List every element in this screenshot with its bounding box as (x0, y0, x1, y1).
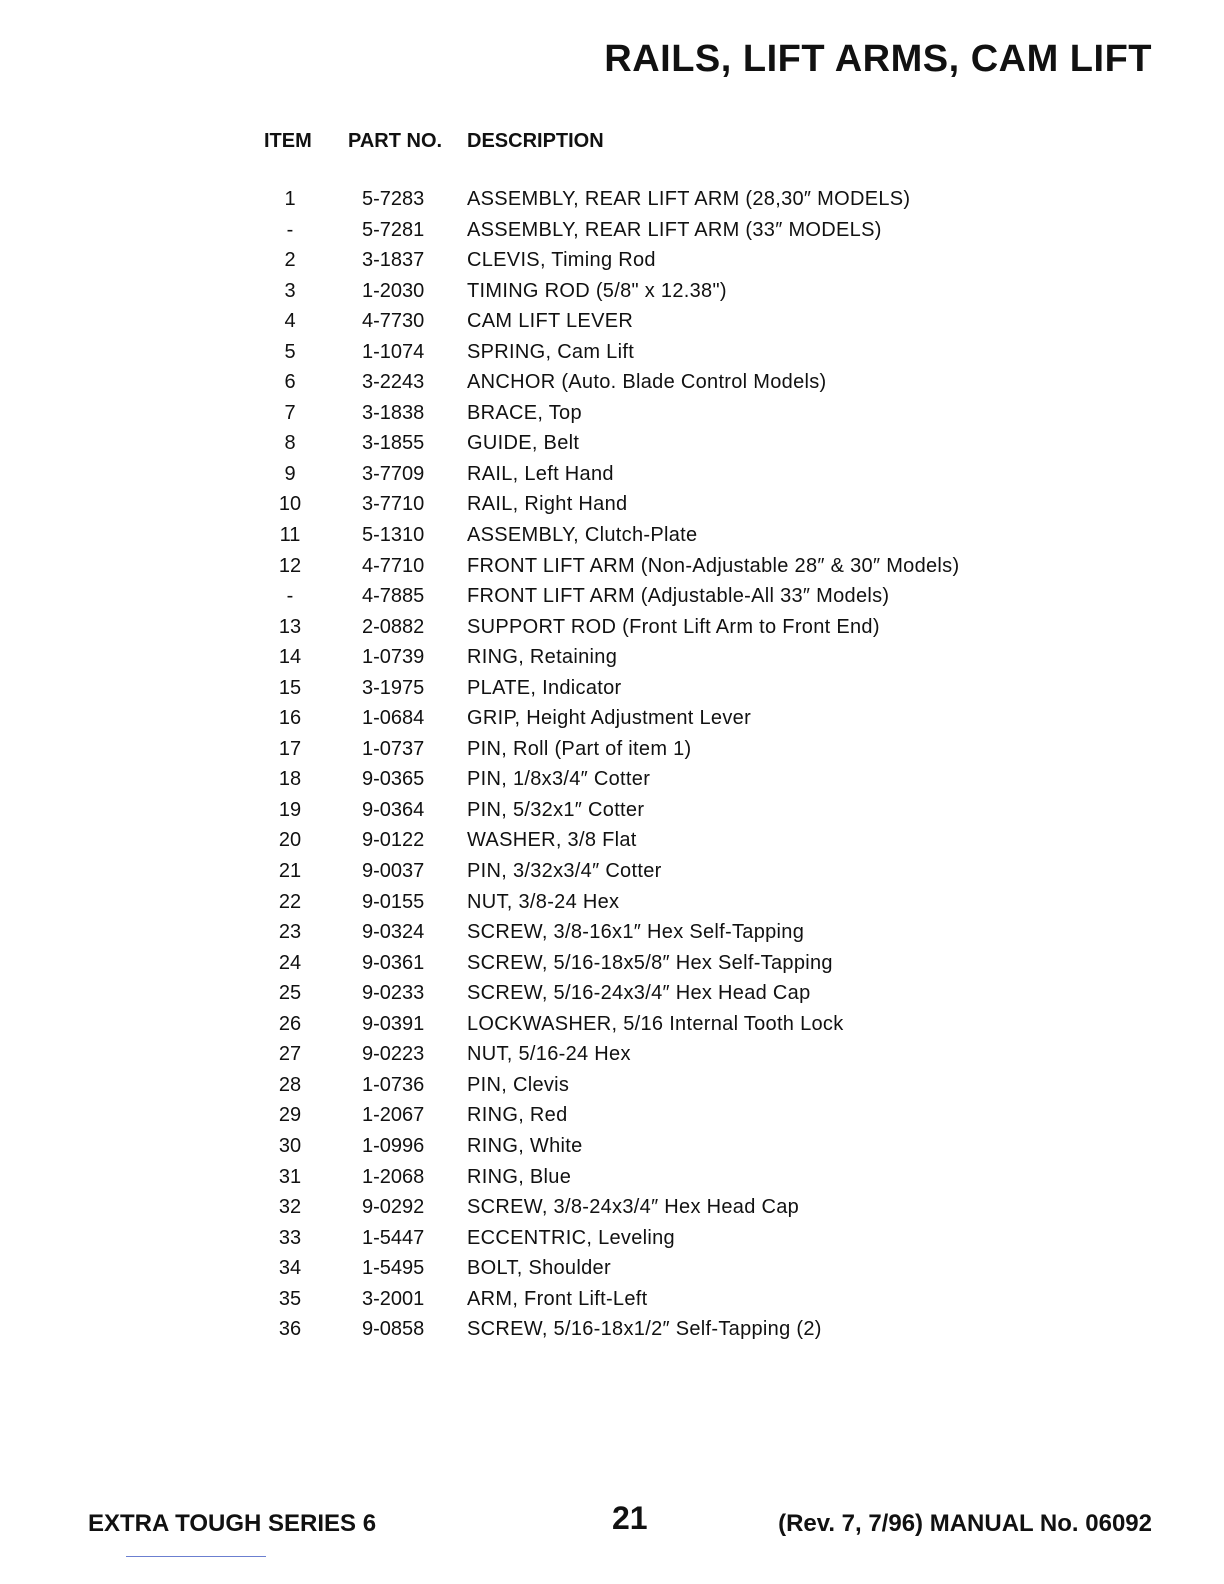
item-number: 7 (284, 401, 296, 424)
footer-series: EXTRA TOUGH SERIES 6 (88, 1510, 377, 1537)
item-number: 28 (278, 1073, 302, 1096)
part-description: TIMING ROD (5/8" x 12.38") (467, 279, 727, 302)
part-description: ECCENTRIC, Leveling (467, 1226, 675, 1249)
footer-rule (126, 1556, 266, 1557)
part-description: WASHER, 3/8 Flat (467, 829, 637, 852)
part-number: 9-0155 (362, 890, 425, 913)
table-row (0, 491, 1224, 522)
part-description: PIN, Clevis (467, 1073, 570, 1096)
item-number: 31 (278, 1165, 302, 1188)
table-row (0, 1133, 1224, 1164)
table-row (0, 1194, 1224, 1225)
part-number: 3-1855 (362, 432, 425, 455)
table-row (0, 766, 1224, 797)
table-row (0, 797, 1224, 828)
item-number: 36 (278, 1318, 302, 1341)
item-number: 24 (278, 951, 302, 974)
part-description: ANCHOR (Auto. Blade Control Models) (467, 371, 827, 394)
part-number: 3-2001 (362, 1287, 425, 1310)
part-description: PIN, 5/32x1″ Cotter (467, 798, 645, 821)
part-number: 1-2030 (362, 279, 425, 302)
item-number: 2 (284, 249, 296, 272)
part-number: 9-0365 (362, 768, 425, 791)
part-number: 1-0737 (362, 737, 425, 760)
table-row (0, 369, 1224, 400)
part-description: CAM LIFT LEVER (467, 310, 634, 333)
table-row (0, 278, 1224, 309)
item-number: 18 (278, 768, 302, 791)
part-number: 5-1310 (362, 524, 425, 547)
part-number: 4-7885 (362, 585, 425, 608)
part-number: 9-0324 (362, 921, 425, 944)
item-number: 25 (278, 982, 302, 1005)
item-number: 13 (278, 615, 302, 638)
header-part-no: PART NO. (348, 130, 443, 152)
part-description: ASSEMBLY, Clutch-Plate (467, 524, 698, 547)
table-row (0, 1164, 1224, 1195)
part-description: PIN, 3/32x3/4″ Cotter (467, 860, 662, 883)
part-number: 3-7709 (362, 462, 425, 485)
table-row (0, 247, 1224, 278)
part-description: CLEVIS, Timing Rod (467, 249, 656, 272)
header-description: DESCRIPTION (467, 130, 604, 152)
table-row (0, 1072, 1224, 1103)
part-number: 1-0736 (362, 1073, 425, 1096)
part-description: SCREW, 5/16-18x1/2″ Self-Tapping (2) (467, 1318, 822, 1341)
item-number: 27 (278, 1043, 302, 1066)
part-description: RING, White (467, 1134, 583, 1157)
part-description: RING, Red (467, 1104, 568, 1127)
item-number: 11 (279, 524, 301, 547)
table-row (0, 736, 1224, 767)
table-row (0, 217, 1224, 248)
item-number: 21 (278, 860, 302, 883)
part-description: RAIL, Right Hand (467, 493, 628, 516)
part-number: 3-2243 (362, 371, 425, 394)
item-number: 22 (278, 890, 302, 913)
part-description: NUT, 3/8-24 Hex (467, 890, 620, 913)
part-description: NUT, 5/16-24 Hex (467, 1043, 631, 1066)
parts-list (0, 186, 1224, 1347)
table-row (0, 827, 1224, 858)
part-number: 9-0361 (362, 951, 425, 974)
table-row (0, 644, 1224, 675)
part-description: SPRING, Cam Lift (467, 340, 635, 363)
part-description: PLATE, Indicator (467, 676, 622, 699)
item-number: 12 (278, 554, 302, 577)
table-row (0, 889, 1224, 920)
part-number: 1-0684 (362, 707, 425, 730)
part-number: 9-0858 (362, 1318, 425, 1341)
part-description: BRACE, Top (467, 401, 582, 424)
item-number: 23 (278, 921, 302, 944)
part-description: SUPPORT ROD (Front Lift Arm to Front End) (467, 615, 880, 638)
table-row (0, 1041, 1224, 1072)
part-number: 9-0122 (362, 829, 425, 852)
part-number: 9-0364 (362, 798, 425, 821)
item-number: 8 (284, 432, 296, 455)
table-row (0, 461, 1224, 492)
table-row (0, 339, 1224, 370)
item-number: 20 (278, 829, 302, 852)
part-description: BOLT, Shoulder (467, 1257, 611, 1280)
table-row (0, 705, 1224, 736)
table-row (0, 400, 1224, 431)
table-row (0, 522, 1224, 553)
part-number: 1-1074 (362, 340, 425, 363)
part-number: 9-0292 (362, 1196, 425, 1219)
part-number: 9-0037 (362, 860, 425, 883)
part-description: GUIDE, Belt (467, 432, 580, 455)
part-description: SCREW, 5/16-24x3/4″ Hex Head Cap (467, 982, 811, 1005)
part-description: ARM, Front Lift-Left (467, 1287, 648, 1310)
table-row (0, 1225, 1224, 1256)
item-number: 14 (278, 646, 302, 669)
part-description: SCREW, 3/8-16x1″ Hex Self-Tapping (467, 921, 805, 944)
item-number: 35 (278, 1287, 302, 1310)
part-description: LOCKWASHER, 5/16 Internal Tooth Lock (467, 1012, 844, 1035)
item-number: 29 (278, 1104, 302, 1127)
table-row (0, 919, 1224, 950)
part-number: 3-1838 (362, 401, 425, 424)
part-description: SCREW, 5/16-18x5/8″ Hex Self-Tapping (467, 951, 833, 974)
table-row (0, 186, 1224, 217)
item-number: 1 (284, 188, 296, 210)
part-number: 1-5447 (362, 1226, 425, 1249)
item-number: 9 (284, 462, 296, 485)
part-number: 1-0739 (362, 646, 425, 669)
part-description: RAIL, Left Hand (467, 462, 614, 485)
table-row (0, 675, 1224, 706)
part-number: 9-0391 (362, 1012, 425, 1035)
part-description: PIN, 1/8x3/4″ Cotter (467, 768, 651, 791)
item-number: 6 (284, 371, 296, 394)
part-number: 2-0882 (362, 615, 425, 638)
part-description: ASSEMBLY, REAR LIFT ARM (33″ MODELS) (467, 218, 882, 241)
header-item: ITEM (264, 130, 312, 152)
item-number: 3 (284, 279, 296, 302)
part-number: 5-7281 (362, 218, 425, 241)
part-number: 5-7283 (362, 188, 425, 210)
part-description: FRONT LIFT ARM (Adjustable-All 33″ Models) (467, 585, 890, 608)
table-row (0, 430, 1224, 461)
part-description: FRONT LIFT ARM (Non-Adjustable 28″ & 30″ Models) (467, 554, 960, 577)
page-number: 21 (612, 1500, 648, 1536)
part-description: SCREW, 3/8-24x3/4″ Hex Head Cap (467, 1196, 800, 1219)
item-number: 15 (278, 676, 302, 699)
part-number: 3-1975 (362, 676, 425, 699)
item-number: 33 (278, 1226, 302, 1249)
part-description: RING, Retaining (467, 646, 618, 669)
item-number: 5 (284, 340, 296, 363)
table-row (0, 308, 1224, 339)
part-number: 1-2068 (362, 1165, 425, 1188)
table-row (0, 553, 1224, 584)
part-number: 4-7730 (362, 310, 425, 333)
table-row (0, 858, 1224, 889)
table-row (0, 1316, 1224, 1347)
item-number: 26 (278, 1012, 302, 1035)
item-number: - (286, 218, 294, 241)
part-number: 3-1837 (362, 249, 425, 272)
table-row (0, 583, 1224, 614)
item-number: 19 (278, 798, 302, 821)
item-number: 4 (284, 310, 296, 333)
table-row (0, 614, 1224, 645)
item-number: 10 (278, 493, 302, 516)
item-number: 17 (278, 737, 302, 760)
part-number: 9-0223 (362, 1043, 425, 1066)
page-title: RAILS, LIFT ARMS, CAM LIFT (604, 38, 1152, 80)
part-number: 1-2067 (362, 1104, 425, 1127)
item-number: 34 (278, 1257, 302, 1280)
part-description: PIN, Roll (Part of item 1) (467, 737, 692, 760)
footer-manual: (Rev. 7, 7/96) MANUAL No. 06092 (778, 1510, 1152, 1537)
part-description: RING, Blue (467, 1165, 572, 1188)
table-row (0, 1286, 1224, 1317)
part-number: 4-7710 (362, 554, 425, 577)
part-number: 3-7710 (362, 493, 425, 516)
part-description: GRIP, Height Adjustment Lever (467, 707, 752, 730)
item-number: - (286, 585, 294, 608)
table-row (0, 980, 1224, 1011)
table-row (0, 1255, 1224, 1286)
table-row (0, 1102, 1224, 1133)
table-row (0, 950, 1224, 981)
table-row (0, 1011, 1224, 1042)
item-number: 32 (278, 1196, 302, 1219)
part-number: 1-5495 (362, 1257, 425, 1280)
item-number: 30 (278, 1134, 302, 1157)
part-number: 1-0996 (362, 1134, 425, 1157)
part-number: 9-0233 (362, 982, 425, 1005)
item-number: 16 (278, 707, 302, 730)
part-description: ASSEMBLY, REAR LIFT ARM (28,30″ MODELS) (467, 188, 911, 210)
